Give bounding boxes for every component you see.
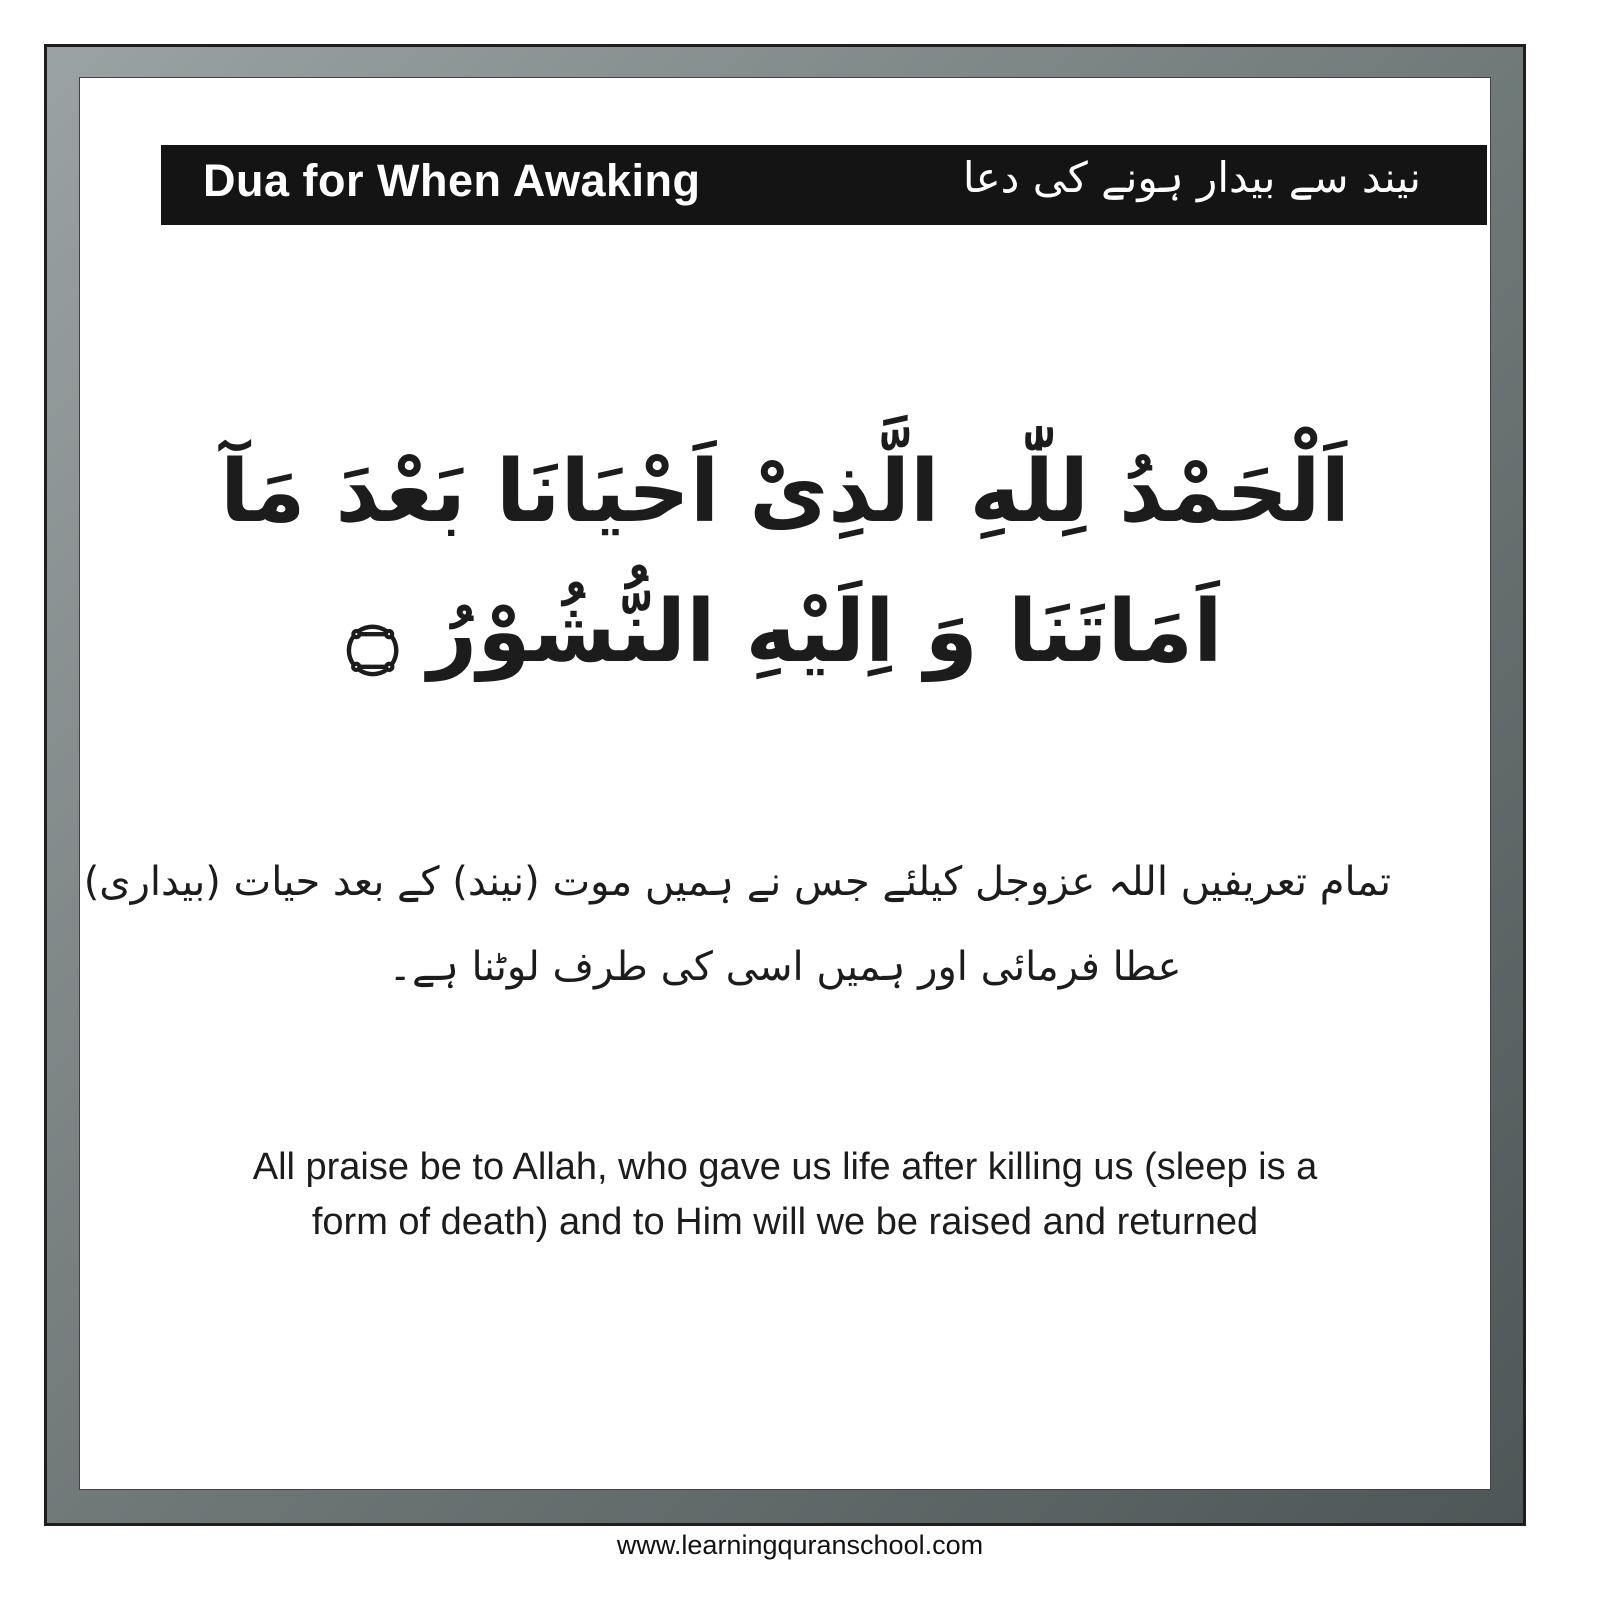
english-translation-line-1: All praise be to Allah, who gave us life after killing us (sleep is a [252,1146,1318,1188]
title-bar [161,145,1487,225]
urdu-translation-line-2: عطا فرمائی اور ہمیں اسی کی طرف لوٹنا ہے۔ [388,944,1182,990]
title-urdu: نیند سے بیدار ہونے کی دعا [962,153,1421,202]
urdu-translation-line-1: تمام تعریفیں اللہ عزوجل کیلئے جس نے ہمیں موت (نیند) کے بعد حیات (بیداری) [83,859,1391,905]
frame-border [47,47,1523,1523]
arabic-line-1: اَلْحَمْدُ لِلّٰهِ الَّذِىْ اَحْيَانَا بَعْدَ مَآ [219,442,1351,542]
english-translation-line-2: form of death) and to Him will we be raised and returned [311,1201,1259,1243]
content-card [79,77,1491,1490]
poster-frame [44,44,1526,1526]
english-translation [169,1140,1401,1250]
footer-url: www.learningquranschool.com [616,1530,984,1560]
title-english: Dua for When Awaking [203,155,701,206]
arabic-line-2: اَمَاتَنَا وَ اِلَيْهِ النُّشُوْرُ ۝ [347,582,1223,682]
